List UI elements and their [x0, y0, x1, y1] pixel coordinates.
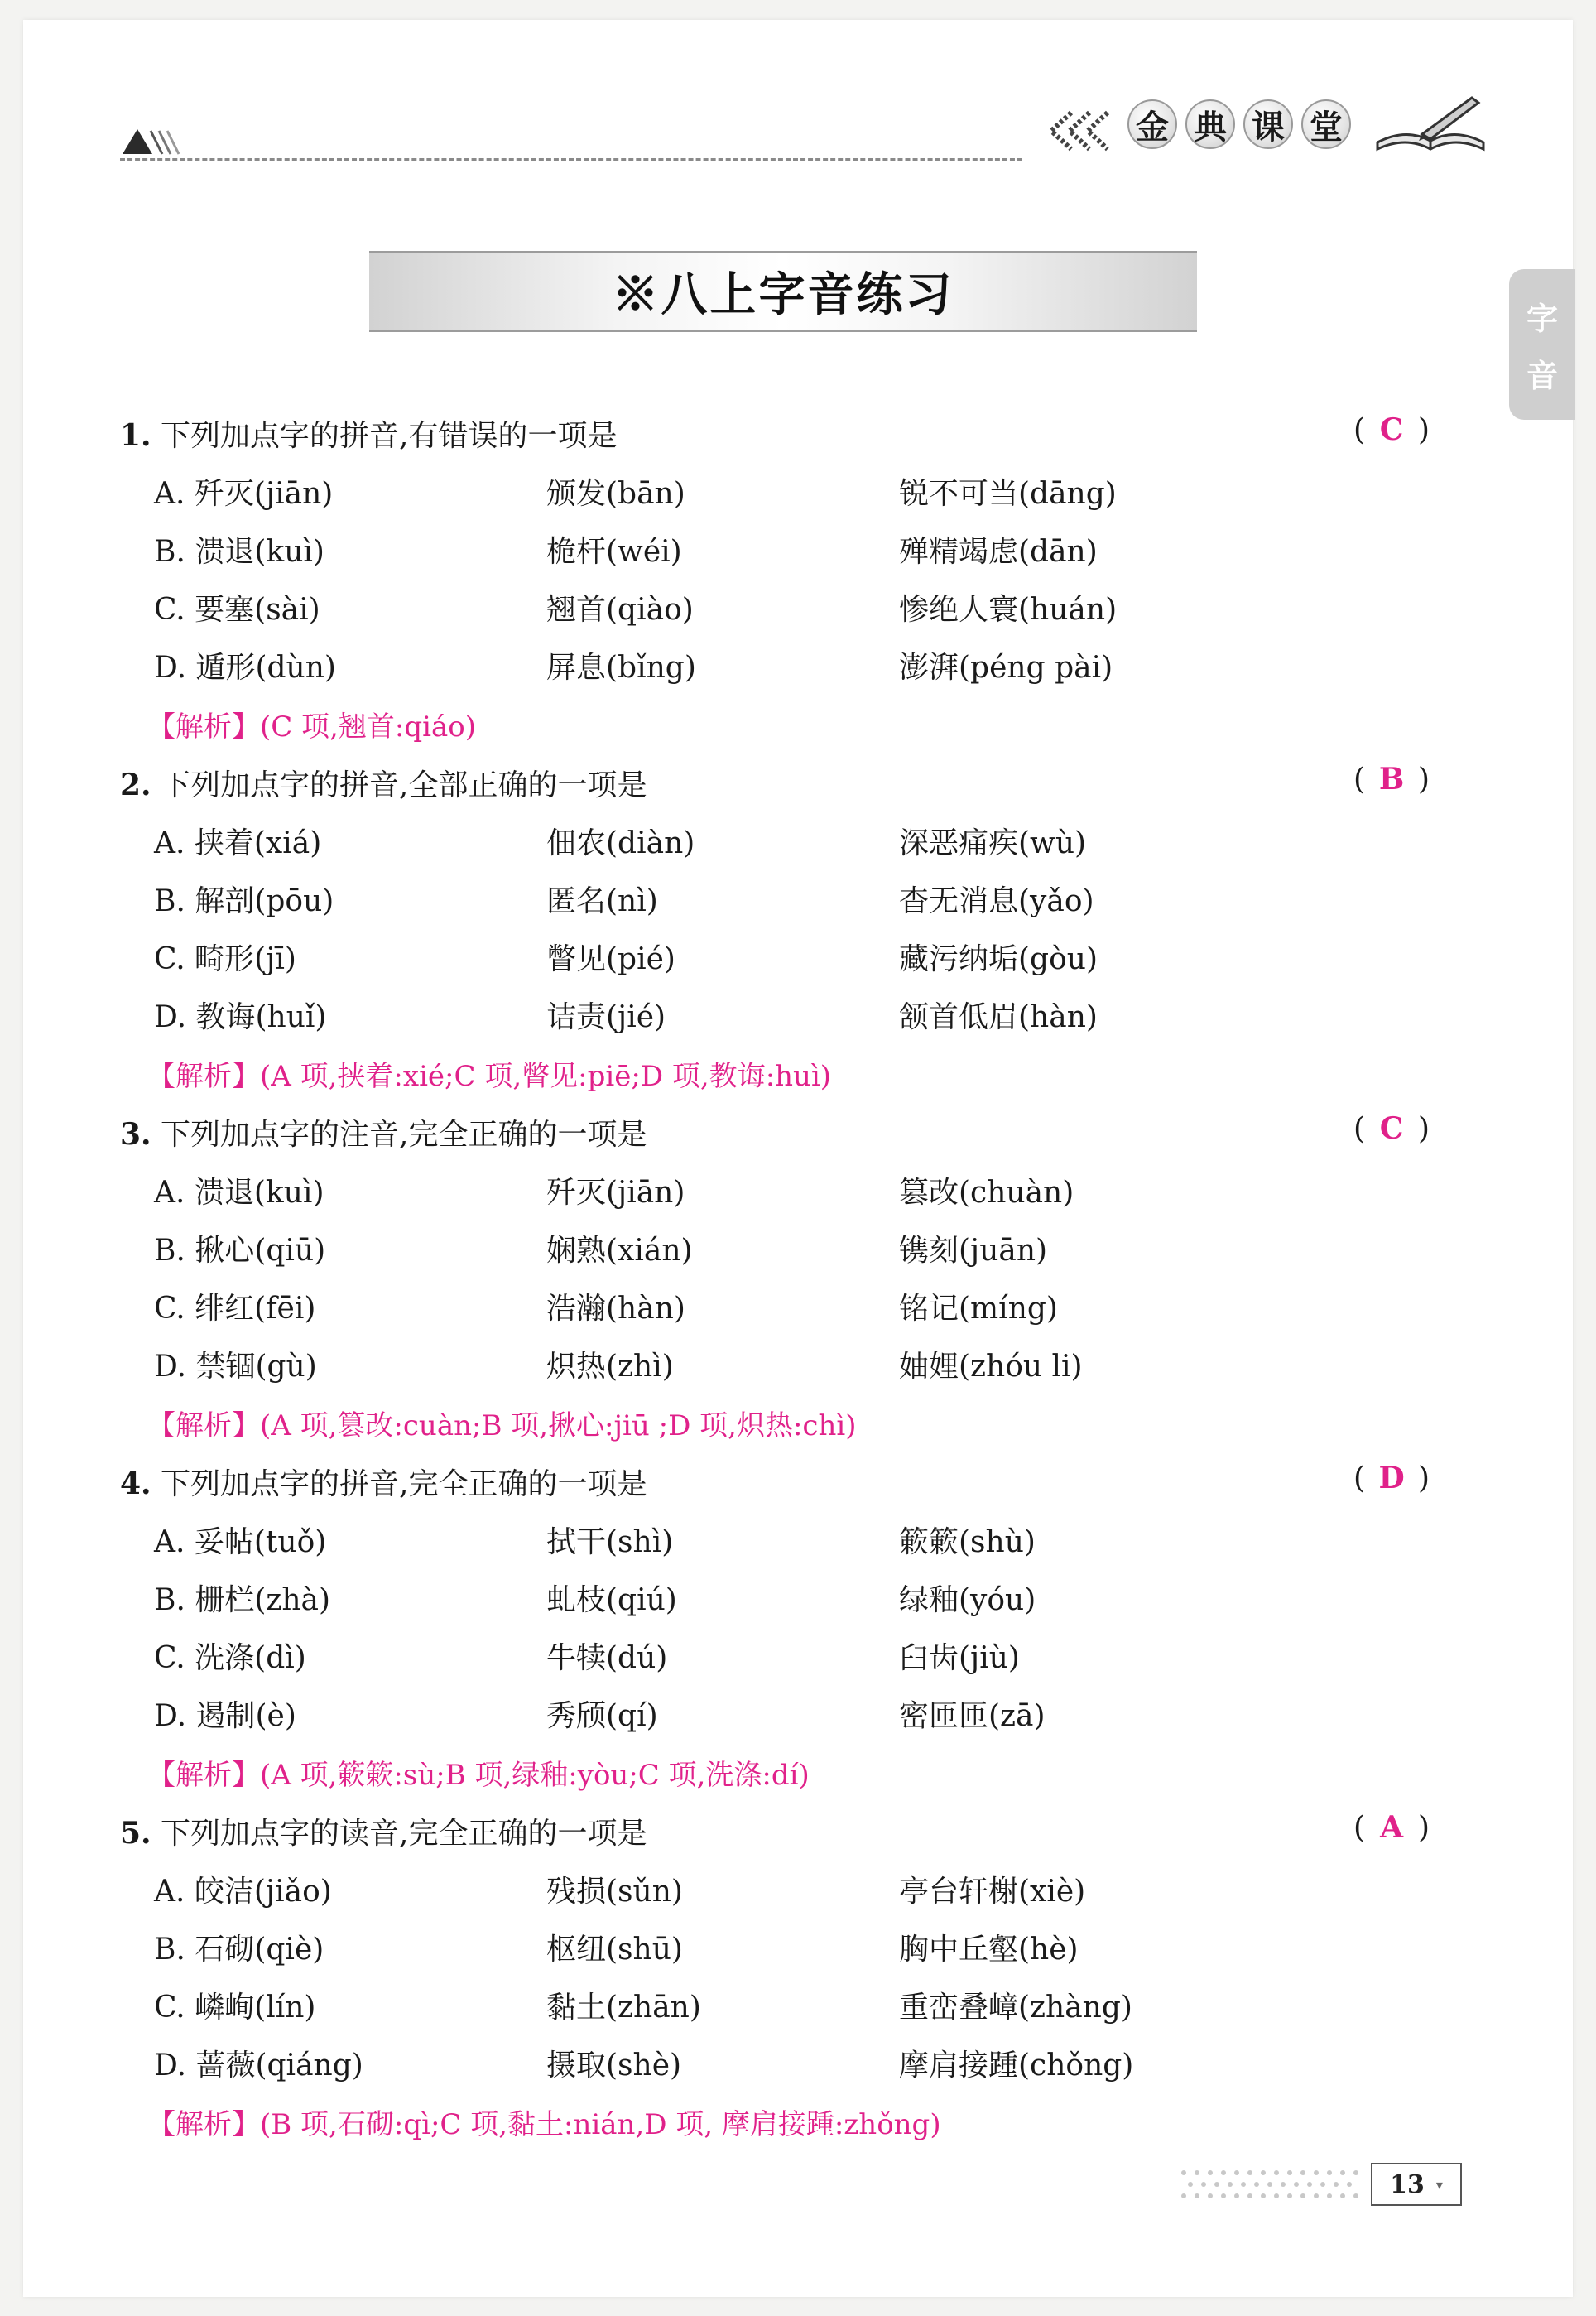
option-item: 佃农(diàn): [546, 826, 695, 860]
option-item: B. 栅栏(zhà): [154, 1583, 331, 1617]
option-item: B. 石砌(qiè): [154, 1933, 324, 1967]
paren-close: ): [1418, 1461, 1430, 1495]
option-item: D. 遁形(dùn): [154, 651, 336, 685]
option-item: C. 洗涤(dì): [154, 1641, 306, 1675]
brand-char: 金: [1127, 99, 1177, 149]
option-item: 臼齿(jiù): [899, 1641, 1020, 1675]
explanation: 【解析】(A 项,簌簌:sù;B 项,绿釉:yòu;C 项,洗涤:dí): [147, 1759, 810, 1792]
question-number: 4.: [120, 1466, 151, 1501]
question-text: 下列加点字的拼音,有错误的一项是: [161, 419, 618, 453]
paren-open: (: [1353, 413, 1366, 447]
option-item: C. 畸形(jī): [154, 942, 296, 976]
answer-bracket: [1353, 1111, 1430, 1146]
option-item: A. 妥帖(tuǒ): [154, 1525, 327, 1559]
option-item: B. 溃退(kuì): [154, 535, 324, 569]
question-stem: [120, 1461, 647, 1503]
option-item: B. 揪心(qiū): [154, 1234, 326, 1268]
question-text: 下列加点字的注音,完全正确的一项是: [161, 1118, 647, 1152]
question-text: 下列加点字的拼音,全部正确的一项是: [161, 768, 647, 802]
option-item: 桅杆(wéi): [546, 535, 682, 569]
option-item: 颁发(bān): [546, 477, 685, 511]
option-item: 重峦叠嶂(zhàng): [899, 1991, 1132, 2025]
option-item: 胸中丘壑(hè): [899, 1933, 1079, 1967]
side-tab-char: 字: [1526, 300, 1558, 337]
option-item: 澎湃(péng pài): [899, 651, 1113, 685]
option-item: 诘责(jié): [546, 1000, 666, 1034]
paren-open: (: [1353, 1461, 1366, 1495]
answer-bracket: [1353, 1461, 1430, 1495]
question-text: 下列加点字的拼音,完全正确的一项是: [161, 1467, 647, 1501]
option-item: A. 皎洁(jiǎo): [154, 1875, 332, 1909]
question-number: 5.: [120, 1816, 151, 1851]
option-item: 惨绝人寰(huán): [899, 593, 1118, 627]
question-number: 1.: [120, 418, 151, 453]
paren-close: ): [1418, 1112, 1430, 1146]
answer-letter: A: [1380, 1810, 1404, 1845]
question-stem: [120, 1810, 647, 1852]
option-item: 妯娌(zhóu li): [899, 1350, 1083, 1384]
explanation: 【解析】(A 项,挟着:xié;C 项,瞥见:piē;D 项,教诲:huì): [147, 1060, 832, 1093]
option-item: 簌簌(shù): [899, 1525, 1036, 1559]
brand-char: 典: [1185, 99, 1235, 149]
option-item: 殚精竭虑(dān): [899, 535, 1098, 569]
option-item: 匿名(nì): [546, 884, 658, 918]
question-text: 下列加点字的读音,完全正确的一项是: [161, 1817, 647, 1851]
option-item: A. 挟着(xiá): [154, 826, 322, 860]
question-number: 2.: [120, 768, 151, 802]
option-item: 深恶痛疾(wù): [899, 826, 1087, 860]
option-item: 镌刻(juān): [899, 1234, 1048, 1268]
paren-open: (: [1353, 1811, 1366, 1845]
header-triangle-mark-icon: [123, 126, 180, 156]
option-item: A. 溃退(kuì): [154, 1176, 324, 1210]
paren-open: (: [1353, 1112, 1366, 1146]
brand-char: 堂: [1301, 99, 1351, 149]
option-item: 牛犊(dú): [546, 1641, 668, 1675]
option-item: A. 歼灭(jiān): [154, 477, 334, 511]
paren-close: ): [1418, 763, 1430, 797]
option-item: 秀颀(qí): [546, 1699, 658, 1733]
open-book-pen-icon: [1372, 91, 1488, 157]
paren-close: ): [1418, 1811, 1430, 1845]
answer-letter: D: [1378, 1461, 1405, 1495]
option-item: 浩瀚(hàn): [546, 1292, 685, 1326]
page-number: 13: [1390, 2169, 1425, 2199]
page-number-box: [1371, 2163, 1462, 2206]
option-item: 炽热(zhì): [546, 1350, 674, 1384]
option-item: 杳无消息(yǎo): [899, 884, 1094, 918]
section-title: ※八上字音练习: [369, 251, 1197, 332]
explanation: 【解析】(B 项,石砌:qì;C 项,黏土:nián,D 项, 摩肩接踵:zhǒng): [147, 2108, 941, 2141]
side-tab-zi-yin: [1509, 269, 1575, 420]
option-item: D. 遏制(è): [154, 1699, 296, 1733]
option-item: 虬枝(qiú): [546, 1583, 677, 1617]
explanation: 【解析】(C 项,翘首:qiáo): [147, 710, 476, 744]
answer-bracket: [1353, 412, 1430, 447]
option-item: 铭记(míng): [899, 1292, 1058, 1326]
answer-letter: B: [1378, 762, 1405, 797]
question-stem: [120, 412, 618, 455]
question-stem: [120, 1111, 647, 1153]
answer-bracket: [1353, 762, 1430, 797]
option-item: 密匝匝(zā): [899, 1699, 1046, 1733]
option-item: 颔首低眉(hàn): [899, 1000, 1098, 1034]
header-dashed-rule: [120, 158, 1022, 161]
option-item: 摄取(shè): [546, 2049, 682, 2082]
option-item: 拭干(shì): [546, 1525, 674, 1559]
answer-letter: C: [1379, 1111, 1404, 1146]
paren-open: (: [1353, 763, 1366, 797]
page-marker: ▾: [1435, 2176, 1443, 2193]
option-item: B. 解剖(pōu): [154, 884, 334, 918]
answer-bracket: [1353, 1810, 1430, 1845]
option-item: 屏息(bǐng): [546, 651, 696, 685]
answer-letter: C: [1379, 412, 1404, 447]
option-item: 藏污纳垢(gòu): [899, 942, 1098, 976]
option-item: 绿釉(yóu): [899, 1583, 1036, 1617]
double-chevron-left-icon: [1035, 108, 1118, 154]
option-item: 娴熟(xián): [546, 1234, 693, 1268]
brand-char: 课: [1243, 99, 1293, 149]
option-item: D. 蔷薇(qiáng): [154, 2049, 363, 2082]
option-item: D. 教诲(huǐ): [154, 1000, 327, 1034]
question-stem: [120, 762, 647, 804]
paren-close: ): [1418, 413, 1430, 447]
option-item: 枢纽(shū): [546, 1933, 683, 1967]
option-item: C. 嶙峋(lín): [154, 1991, 316, 2025]
option-item: 黏土(zhān): [546, 1991, 701, 2025]
option-item: 歼灭(jiān): [546, 1176, 685, 1210]
option-item: 翘首(qiào): [546, 593, 694, 627]
option-item: 亭台轩榭(xiè): [899, 1875, 1086, 1909]
option-item: 篡改(chuàn): [899, 1176, 1074, 1210]
explanation: 【解析】(A 项,篡改:cuàn;B 项,揪心:jiū ;D 项,炽热:chì): [147, 1409, 857, 1442]
option-item: C. 绯红(fēi): [154, 1292, 316, 1326]
side-tab-char: 音: [1526, 357, 1558, 394]
question-number: 3.: [120, 1117, 151, 1152]
option-item: 摩肩接踵(chǒng): [899, 2049, 1134, 2082]
option-item: 残损(sǔn): [546, 1875, 683, 1909]
option-item: C. 要塞(sài): [154, 593, 320, 627]
brand-logo: [1127, 99, 1351, 149]
option-item: 锐不可当(dāng): [899, 477, 1117, 511]
option-item: D. 禁锢(gù): [154, 1350, 317, 1384]
footer-dot-pattern-icon: [1175, 2163, 1363, 2206]
option-item: 瞥见(pié): [546, 942, 675, 976]
